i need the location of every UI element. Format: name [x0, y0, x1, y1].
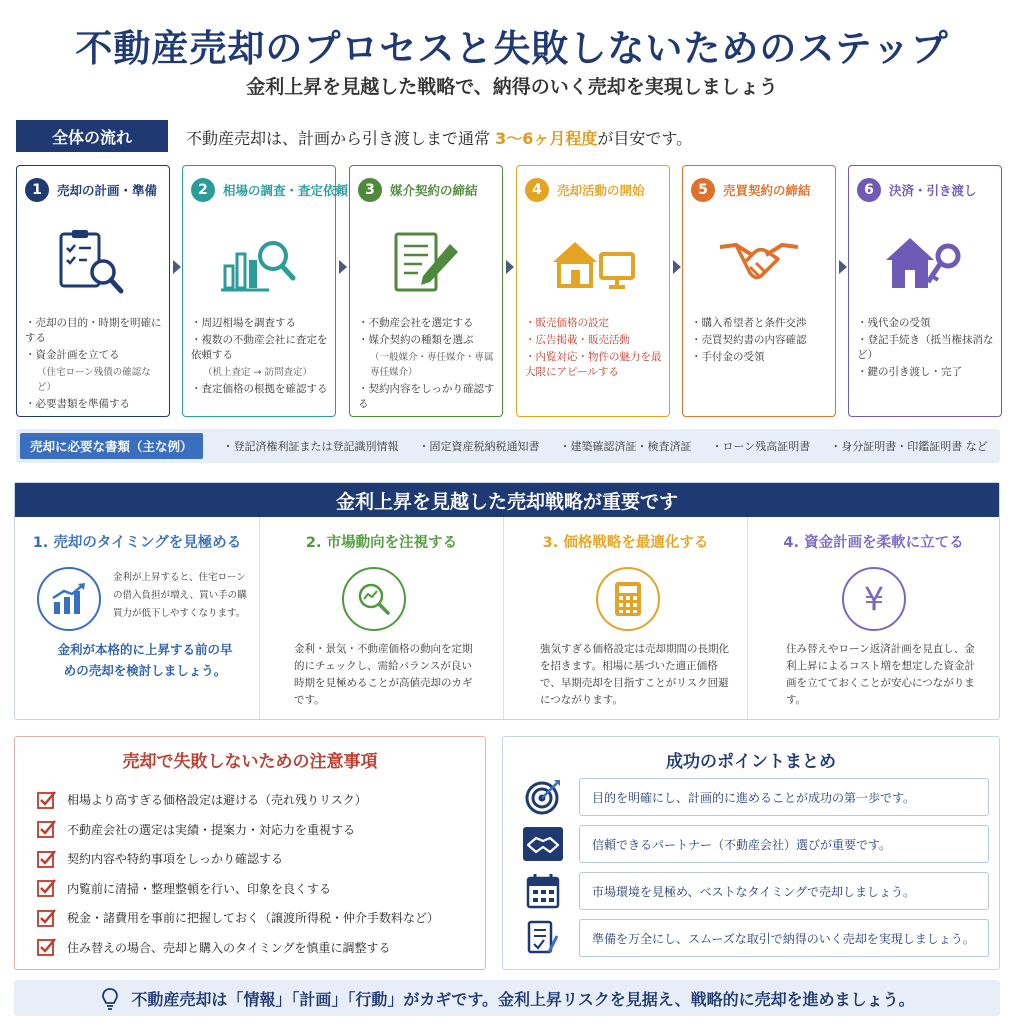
caution-item-text: 相場より高すぎる価格設定は避ける（売れ残りリスク） [67, 793, 367, 808]
flow-desc-prefix: 不動産売却は、計画から引き渡しまで通常 [186, 129, 491, 148]
strategy-item-text: 強気すぎる価格設定は売却期間の長期化を招きます。相場に基づいた適正価格で、早期売却を目指すことがリスク回避につながります。 [540, 643, 729, 706]
step-task-list [25, 316, 163, 414]
flow-label: 全体の流れ [16, 120, 168, 152]
summary-item-text: 信頼できるパートナー（不動産会社）選びが重要です。 [579, 825, 989, 863]
step-card-6 [848, 165, 1002, 417]
caution-item-text: 税金・諸費用を事前に把握しておく（譲渡所得税・仲介手数料など） [67, 911, 440, 926]
step-number: 4 [525, 178, 549, 202]
flow-desc-suffix: が目安です。 [597, 129, 693, 148]
caution-item [37, 815, 439, 845]
step-task: （机上査定 → 訪問査定） [203, 367, 312, 378]
step-arrow-icon [173, 260, 181, 274]
footer-banner [14, 980, 1000, 1016]
checkbox-icon [37, 908, 57, 928]
strategy-item-funding [747, 517, 999, 719]
step-task: ・ 広告掲載・販売活動 [525, 333, 663, 348]
caution-list [37, 785, 439, 962]
summary-item [523, 918, 989, 958]
strategy-item-title: 1. 売却のタイミングを見極める [32, 535, 242, 551]
step-task: ・ 契約内容をしっかり確認する [358, 382, 496, 412]
step-task: ・ 資金計画を立てる [25, 348, 163, 363]
step-number: 5 [691, 178, 715, 202]
step-task-list [691, 316, 829, 367]
summary-item [523, 871, 989, 911]
document-item: ・ 建築確認済証・検査済証 [560, 438, 692, 454]
step-task: ・ 周辺相場を調査する [191, 316, 329, 331]
step-title: 決済・引き渡し [889, 183, 977, 198]
step-task: ・ 不動産会社を選定する [358, 316, 496, 331]
step-arrow-icon [506, 260, 514, 274]
chart-magnifier-icon [183, 224, 335, 304]
document-pen-icon [350, 224, 502, 304]
flow-description [186, 126, 692, 149]
step-header [191, 178, 349, 202]
strategy-item-timing [15, 517, 259, 719]
step-header [691, 178, 831, 202]
calendar-icon [523, 871, 563, 911]
step-arrow-icon [339, 260, 347, 274]
caution-item [37, 844, 439, 874]
step-header [358, 178, 498, 202]
caution-item-text: 不動産会社の選定は実績・提案力・対応力を重視する [67, 822, 356, 837]
target-icon [523, 777, 563, 817]
step-arrow-icon [673, 260, 681, 274]
summary-item-text: 市場環境を見極め、ベストなタイミングで売却しましょう。 [579, 872, 989, 910]
caution-title: 売却で失敗しないための注意事項 [122, 752, 378, 772]
strategy-item-price [503, 517, 747, 719]
checklist-icon [523, 918, 563, 958]
step-card-4 [516, 165, 670, 417]
step-task: ・ 購入希望者と条件交渉 [691, 316, 829, 331]
caution-item-text: 住み替えの場合、売却と購入のタイミングを慎重に調整する [67, 940, 391, 955]
strategy-item-title: 3. 価格戦略を最適化する [542, 535, 709, 551]
step-arrow-icon [839, 260, 847, 274]
house-monitor-icon [517, 224, 669, 304]
step-task: （住宅ローン残債の確認など） [37, 367, 151, 393]
caution-item [37, 933, 439, 963]
yen-icon: ¥ [842, 567, 906, 631]
caution-item-text: 内覧前に清掃・整理整頓を行い、印象を良くする [67, 881, 332, 896]
step-task-list [358, 316, 496, 414]
step-header [25, 178, 165, 202]
step-task: ・ 必要書類を準備する [25, 397, 163, 412]
summary-item-text: 準備を万全にし、スムーズな取引で納得のいく売却を実現しましょう。 [579, 919, 989, 957]
step-title: 媒介契約の締結 [390, 183, 478, 198]
caution-item [37, 903, 439, 933]
checklist-magnifier-icon [17, 224, 169, 304]
step-number: 1 [25, 178, 49, 202]
caution-item-text: 契約内容や特約事項をしっかり確認する [67, 852, 284, 867]
step-card-5 [682, 165, 836, 417]
step-title: 売却活動の開始 [557, 183, 645, 198]
step-card-1 [16, 165, 170, 417]
step-task: ・ 媒介契約の種類を選ぶ [358, 333, 496, 348]
strategy-item-text: 住み替えやローン返済計画を見直し、金利上昇によるコスト増を想定した資金計画を立てておくことが安心につながります。 [786, 643, 975, 706]
checkbox-icon [37, 819, 57, 839]
documents-list [223, 438, 988, 454]
step-number: 2 [191, 178, 215, 202]
step-task-list [857, 316, 995, 382]
step-task: ・ 査定価格の根拠を確認する [191, 382, 329, 397]
step-task: ・ 販売価格の設定 [525, 316, 663, 331]
step-task: ・ 登記手続き（抵当権抹消など） [857, 333, 995, 363]
step-task: ・ 売却の目的・時期を明確にする [25, 316, 163, 346]
strategy-item-title: 4. 資金計画を柔軟に立てる [783, 535, 964, 551]
page-subtitle: 金利上昇を見越した戦略で、納得のいく売却を実現しましょう [246, 76, 778, 98]
summary-item-text: 目的を明確にし、計画的に進めることが成功の第一歩です。 [579, 778, 989, 816]
success-points-section [502, 736, 1000, 970]
step-card-3 [349, 165, 503, 417]
calculator-icon [596, 567, 660, 631]
caution-section [14, 736, 486, 970]
step-header [857, 178, 997, 202]
step-number: 3 [358, 178, 382, 202]
step-task: ・ 手付金の受領 [691, 350, 829, 365]
handshake-icon [683, 224, 835, 304]
step-task-list [191, 316, 329, 399]
strategy-item-market [259, 517, 503, 719]
summary-title: 成功のポイントまとめ [666, 752, 836, 772]
checkbox-icon [37, 790, 57, 810]
summary-item [523, 777, 989, 817]
checkbox-icon [37, 878, 57, 898]
step-card-2 [182, 165, 349, 417]
document-item: ・ ローン残高証明書 [712, 438, 811, 454]
step-task: ・ 鍵の引き渡し・完了 [857, 365, 995, 380]
strategy-item-title: 2. 市場動向を注視する [305, 535, 458, 551]
step-number: 6 [857, 178, 881, 202]
strategy-emphasis: 金利が本格的に上昇する前の早めの売却を検討しましょう。 [57, 642, 233, 678]
page-title: 不動産売却のプロセスと失敗しないためのステップ [75, 27, 949, 70]
step-task: ・ 複数の不動産会社に査定を依頼する [191, 333, 329, 363]
required-documents-bar [16, 429, 1000, 463]
step-task: ・ 売買契約書の内容確認 [691, 333, 829, 348]
lightbulb-icon [99, 986, 121, 1010]
documents-label: 売却に必要な書類（主な例） [20, 433, 203, 459]
step-title: 相場の調査・査定依頼 [223, 183, 349, 198]
market-magnifier-icon [342, 567, 406, 631]
step-task: ・ 残代金の受領 [857, 316, 995, 331]
caution-item [37, 874, 439, 904]
checkbox-icon [37, 849, 57, 869]
flow-desc-highlight: 3〜6ヶ月程度 [495, 129, 598, 148]
strategy-item-text: 金利・景気・不動産価格の動向を定期的にチェックし、需給バランスが良い時期を見極めることが高値売却のカギです。 [294, 643, 473, 706]
summary-item [523, 824, 989, 864]
strategy-item-text: 金利が上昇すると、住宅ローンの借入負担が増え、買い手の購買力が低下しやすくなります。 [113, 572, 247, 619]
step-title: 売却の計画・準備 [57, 183, 158, 198]
step-header [525, 178, 665, 202]
footer-text: 不動産売却は「情報」「計画」「行動」がカギです。金利上昇リスクを見据え、戦略的に売却を進めましょう。 [131, 989, 915, 1009]
step-title: 売買契約の締結 [723, 183, 811, 198]
document-item: ・ 登記済権利証または登記識別情報 [223, 438, 399, 454]
document-item: ・ 身分証明書・印鑑証明書 など [830, 438, 988, 454]
rising-chart-icon [37, 567, 101, 631]
checkbox-icon [37, 937, 57, 957]
document-item: ・ 固定資産税納税通知書 [419, 438, 540, 454]
house-key-icon [849, 224, 1001, 304]
step-task: ・ 内覧対応・物件の魅力を最大限にアピールする [525, 350, 663, 380]
handshake-icon [523, 824, 563, 864]
strategy-title: 金利上昇を見越した売却戦略が重要です [15, 483, 999, 517]
step-task-list [525, 316, 663, 382]
caution-item [37, 785, 439, 815]
step-task: （一般媒介・専任媒介・専属専任媒介） [370, 352, 494, 378]
strategy-section [14, 482, 1000, 720]
